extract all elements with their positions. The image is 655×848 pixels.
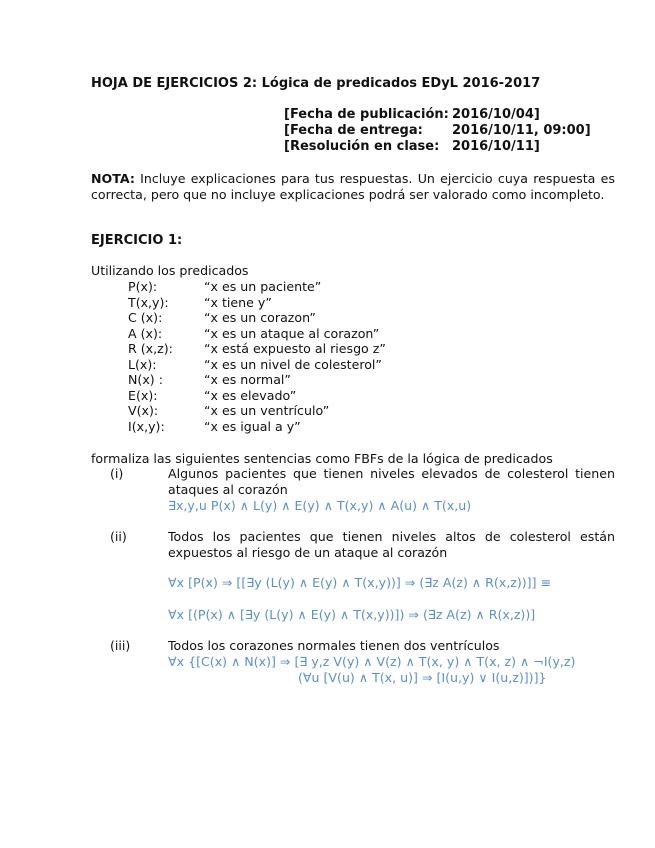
item-sentence: Todos los corazones normales tienen dos ventrículos: [168, 638, 500, 653]
predicate-name: L(x):: [128, 356, 157, 372]
item-formula: (∀u [V(u) ∧ T(x, u)] ⇒ [I(u,y) ∨ I(u,z)])]}: [298, 670, 547, 685]
meta-resolution: [284, 139, 540, 154]
predicate-row: [128, 419, 301, 434]
predicate-row: [128, 388, 296, 403]
predicate-desc: “x es un corazon”: [204, 310, 316, 325]
predicate-name: R (x,z):: [128, 341, 173, 356]
predicate-name: C (x):: [128, 310, 163, 325]
predicate-row: [128, 372, 291, 387]
item-number: (ii): [110, 529, 127, 544]
note-paragraph: [91, 171, 615, 203]
meta-publication: [284, 107, 540, 122]
predicate-desc: “x es un ventrículo”: [204, 403, 330, 418]
document-title: HOJA DE EJERCICIOS 2: Lógica de predicados EDyL 2016-2017: [91, 76, 541, 91]
predicate-name: P(x):: [128, 279, 158, 294]
meta-key: [Fecha de entrega:: [284, 123, 423, 138]
predicate-name: A (x):: [128, 325, 163, 341]
predicate-row: [128, 403, 329, 418]
item-formula: ∀x [P(x) ⇒ [[∃y (L(y) ∧ E(y) ∧ T(x,y))] ⇒ (∃z A(z) ∧ R(x,z))]] ≡: [168, 575, 552, 590]
item-sentence: Todos los pacientes que tienen niveles altos de colesterol están expuestos al riesgo de un ataque al corazón: [168, 529, 615, 560]
meta-delivery: [284, 123, 591, 138]
predicate-desc: “x es normal”: [204, 372, 291, 387]
predicate-name: E(x):: [128, 387, 158, 403]
predicate-name: T(x,y):: [128, 294, 169, 310]
item-formula: ∀x [(P(x) ∧ [∃y (L(y) ∧ E(y) ∧ T(x,y))]) ⇒ (∃z A(z) ∧ R(x,z))]: [168, 607, 536, 622]
predicate-name: I(x,y):: [128, 418, 165, 434]
predicate-row: [128, 357, 382, 372]
predicate-row: [128, 310, 316, 325]
exercise-heading: EJERCICIO 1:: [91, 233, 183, 248]
meta-value: 2016/10/11]: [452, 139, 540, 154]
predicate-desc: “x es un paciente”: [204, 279, 322, 294]
predicate-row: [128, 341, 386, 356]
item-number: (iii): [110, 638, 131, 653]
predicate-name: V(x):: [128, 403, 159, 418]
item-sentence: Algunos pacientes que tienen niveles elevados de colesterol tienen ataques al corazón: [168, 466, 615, 497]
predicate-row: [128, 295, 272, 310]
predicate-row: [128, 279, 321, 294]
predicate-name: N(x) :: [128, 372, 163, 387]
predicate-desc: “x es igual a y”: [204, 418, 301, 434]
meta-key: [Fecha de publicación:: [284, 107, 449, 122]
predicate-desc: “x es un nivel de colesterol”: [204, 356, 382, 372]
meta-value: 2016/10/04]: [452, 107, 540, 122]
predicate-desc: “x es elevado”: [204, 387, 297, 403]
meta-key: [Resolución en clase:: [284, 139, 440, 154]
note-text: Incluye explicaciones para tus respuestas. Un ejercicio cuya respuesta es correcta, pero que no incluye explicaciones podrá ser valorado como incompleto.: [91, 171, 615, 202]
item-number: (i): [110, 466, 124, 481]
predicate-desc: “x es un ataque al corazon”: [204, 325, 380, 341]
predicate-row: [128, 326, 379, 341]
intro-text: Utilizando los predicados: [91, 263, 249, 278]
instructions-text: formaliza las siguientes sentencias como FBFs de la lógica de predicados: [91, 451, 553, 466]
meta-value: 2016/10/11, 09:00]: [452, 123, 591, 138]
item-formula: ∃x,y,u P(x) ∧ L(y) ∧ E(y) ∧ T(x,y) ∧ A(u) ∧ T(x,u): [168, 498, 472, 513]
predicate-desc: “x está expuesto al riesgo z”: [204, 341, 386, 356]
item-formula: ∀x {[C(x) ∧ N(x)] ⇒ [∃ y,z V(y) ∧ V(z) ∧ T(x, y) ∧ T(x, z) ∧ ¬I(y,z): [168, 654, 576, 669]
predicate-desc: “x tiene y”: [204, 294, 272, 310]
note-label: NOTA:: [91, 171, 135, 186]
